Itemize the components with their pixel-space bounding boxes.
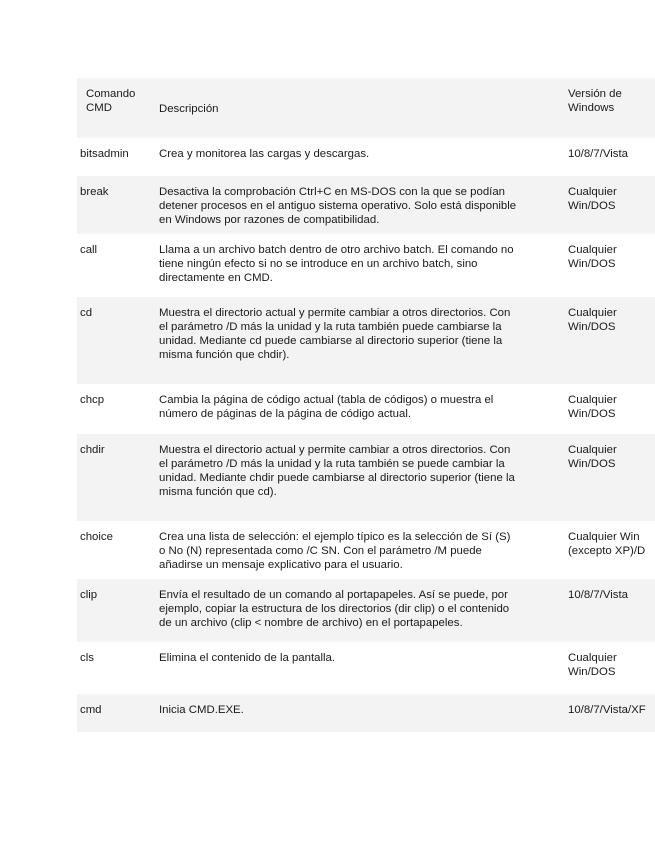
command-cell [77, 393, 159, 407]
description-cell [159, 306, 568, 362]
version-line: Cualquier [568, 444, 617, 456]
description-line: Llama a un archivo batch dentro de otro archivo batch. El comando no [159, 244, 514, 256]
description-line: en Windows por razones de compatibilidad. [159, 214, 380, 226]
description-line: el parámetro /D más la unidad y la ruta también puede cambiarse la [159, 321, 502, 333]
command-cell [77, 651, 159, 665]
version-line: Cualquier [568, 652, 617, 664]
command-cell [77, 306, 159, 320]
version-cell [568, 185, 655, 213]
version-line: Win/DOS [568, 321, 616, 333]
table-row [77, 176, 655, 234]
description-line: detener procesos en el antiguo sistema operativo. Solo está disponible [159, 200, 517, 212]
table-body [77, 138, 655, 732]
header-version-line: Windows [568, 102, 615, 114]
version-cell [568, 588, 655, 602]
version-cell [568, 147, 655, 161]
version-cell [568, 306, 655, 334]
table-row [77, 642, 655, 694]
command-name: choice [80, 531, 113, 543]
version-cell [568, 443, 655, 471]
version-line: Cualquier [568, 307, 617, 319]
command-name: call [80, 244, 98, 256]
header-command-line: Comando [86, 88, 136, 100]
description-line: unidad. Mediante cd puede cambiarse al directorio superior (tiene la [159, 335, 503, 347]
header-description-label: Descripción [159, 103, 219, 115]
header-description [159, 87, 568, 116]
description-line: Elimina el contenido de la pantalla. [159, 652, 336, 664]
description-cell [159, 243, 568, 285]
description-cell [159, 703, 568, 717]
command-name: chcp [80, 394, 105, 406]
table-header [77, 78, 655, 138]
table-row [77, 138, 655, 176]
version-cell [568, 530, 655, 558]
commands-table [77, 78, 655, 732]
description-line: tiene ningún efecto si no se introduce en un archivo batch, sino [159, 258, 478, 270]
header-command-line: CMD [86, 102, 112, 114]
description-line: Muestra el directorio actual y permite cambiar a otros directorios. Con [159, 444, 511, 456]
version-line: Cualquier [568, 186, 617, 198]
description-line: Envía el resultado de un comando al portapapeles. Así se puede, por [159, 589, 508, 601]
command-cell [77, 185, 159, 199]
table-row [77, 297, 655, 384]
command-cell [77, 588, 159, 602]
version-line: Win/DOS [568, 666, 616, 678]
command-name: cls [80, 652, 94, 664]
command-name: cmd [80, 704, 102, 716]
version-cell [568, 393, 655, 421]
version-cell [568, 703, 655, 717]
command-name: cd [80, 307, 93, 319]
description-line: unidad. Mediante chdir puede cambiarse al directorio superior (tiene la [159, 472, 515, 484]
version-line: (excepto XP)/D [568, 545, 646, 557]
version-line: Win/DOS [568, 200, 616, 212]
header-command [77, 87, 159, 115]
version-line: Win/DOS [568, 408, 616, 420]
description-cell [159, 651, 568, 665]
description-line: misma función que cd). [159, 486, 277, 498]
version-line: 10/8/7/Vista/XF [568, 704, 646, 716]
version-line: 10/8/7/Vista [568, 148, 628, 160]
table-row [77, 579, 655, 642]
description-line: Crea una lista de selección: el ejemplo típico es la selección de Sí (S) [159, 531, 511, 543]
command-cell [77, 443, 159, 457]
table-row [77, 694, 655, 732]
version-cell [568, 651, 655, 679]
command-cell [77, 530, 159, 544]
header-version-line: Versión de [568, 88, 622, 100]
description-line: misma función que chdir). [159, 349, 290, 361]
description-line: añadirse un mensaje explicativo para el usuario. [159, 559, 403, 571]
command-cell [77, 243, 159, 257]
command-cell [77, 147, 159, 161]
description-line: Desactiva la comprobación Ctrl+C en MS-DOS con la que se podían [159, 186, 506, 198]
description-line: Inicia CMD.EXE. [159, 704, 244, 716]
command-name: chdir [80, 444, 105, 456]
table-row [77, 234, 655, 297]
description-cell [159, 393, 568, 421]
command-name: break [80, 186, 109, 198]
description-cell [159, 443, 568, 499]
header-version [568, 87, 655, 115]
description-line: el parámetro /D más la unidad y la ruta también se puede cambiar la [159, 458, 505, 470]
version-line: 10/8/7/Vista [568, 589, 628, 601]
table-row [77, 434, 655, 521]
version-line: Win/DOS [568, 458, 616, 470]
command-name: clip [80, 589, 98, 601]
table-row [77, 384, 655, 434]
table-row [77, 521, 655, 579]
version-line: Cualquier [568, 394, 617, 406]
description-line: ejemplo, copiar la estructura de los directorios (dir clip) o el contenido [159, 603, 510, 615]
version-line: Cualquier Win [568, 531, 640, 543]
command-cell [77, 703, 159, 717]
description-cell [159, 530, 568, 572]
version-line: Cualquier [568, 244, 617, 256]
description-line: de un archivo (clip < nombre de archivo) en el portapapeles. [159, 617, 463, 629]
description-cell [159, 147, 568, 161]
version-cell [568, 243, 655, 271]
description-line: número de páginas de la página de código actual. [159, 408, 412, 420]
description-line: Crea y monitorea las cargas y descargas. [159, 148, 370, 160]
description-line: o No (N) representada como /C SN. Con el parámetro /M puede [159, 545, 482, 557]
description-cell [159, 185, 568, 227]
description-line: directamente en CMD. [159, 272, 273, 284]
description-line: Cambia la página de código actual (tabla de códigos) o muestra el [159, 394, 494, 406]
command-name: bitsadmin [80, 148, 129, 160]
description-line: Muestra el directorio actual y permite cambiar a otros directorios. Con [159, 307, 511, 319]
version-line: Win/DOS [568, 258, 616, 270]
description-cell [159, 588, 568, 630]
